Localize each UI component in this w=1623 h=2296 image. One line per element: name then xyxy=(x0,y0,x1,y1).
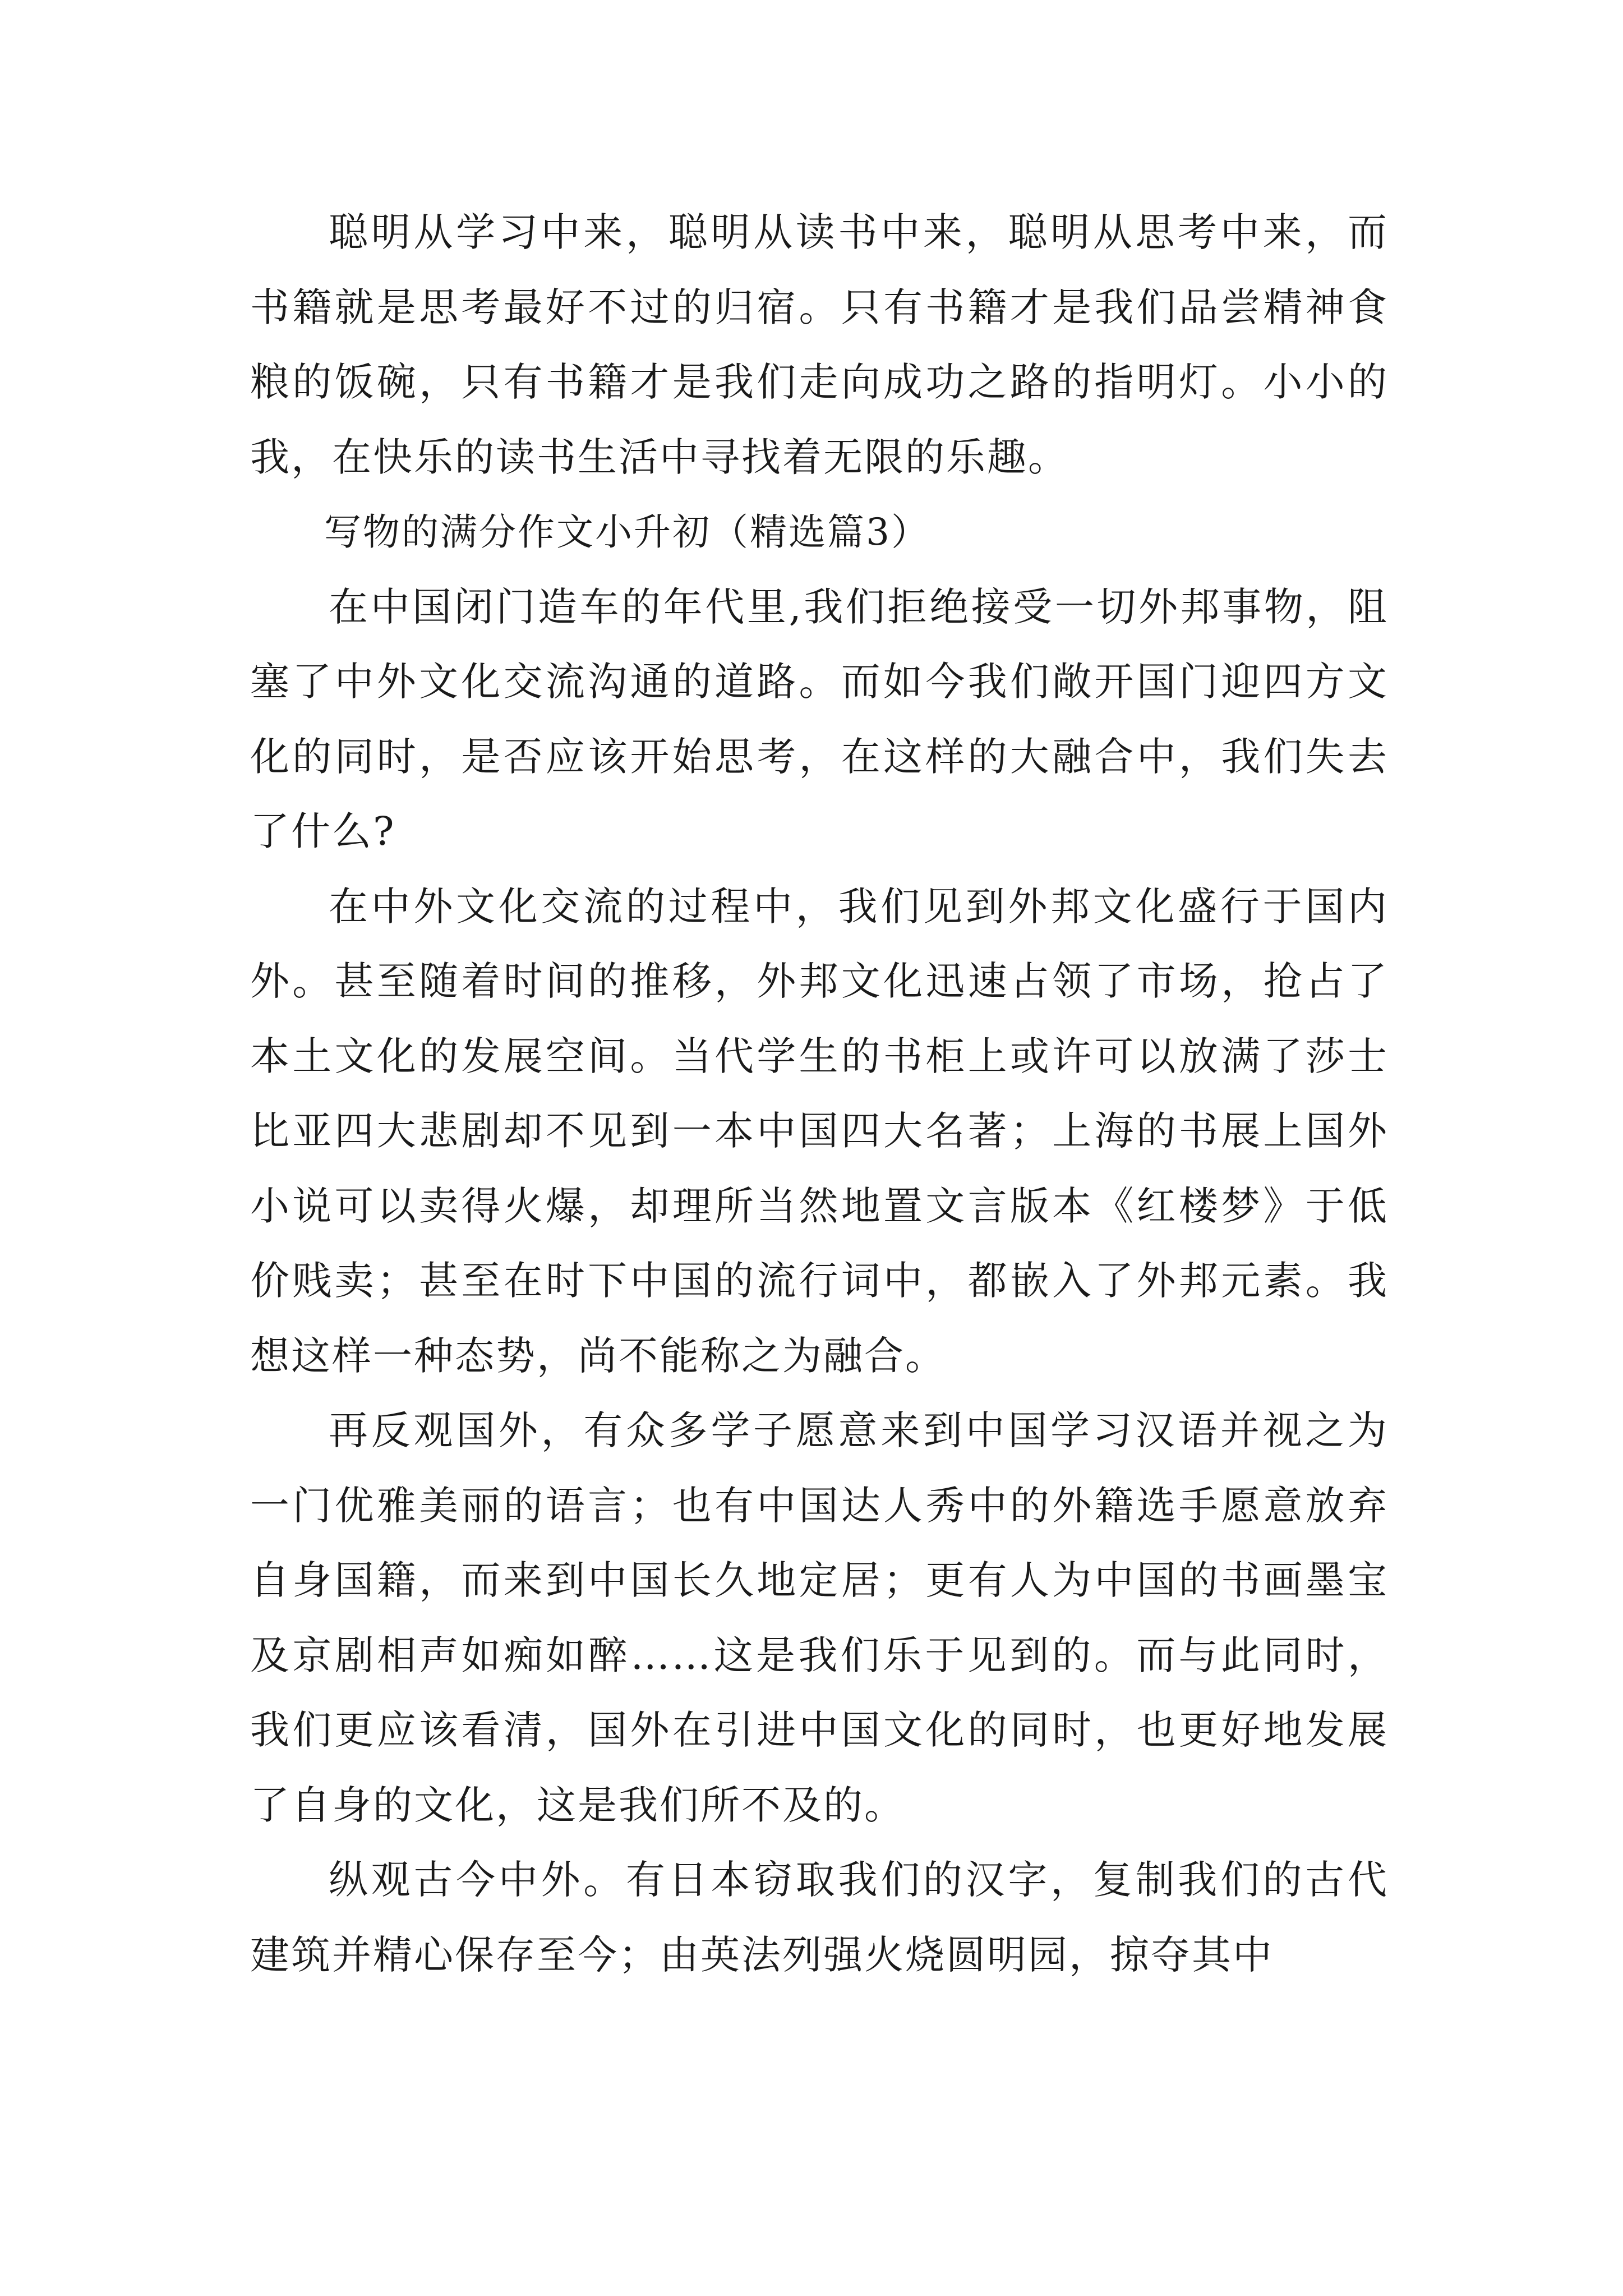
paragraph-1: 聪明从学习中来，聪明从读书中来，聪明从思考中来，而书籍就是思考最好不过的归宿。只有书籍才是我们品尝精神食粮的饭碗，只有书籍才是我们走向成功之路的指明灯。小小的我，在快乐的读书生活中寻找着无限的乐趣。 xyxy=(250,209,1389,480)
paragraph-4: 再反观国外，有众多学子愿意来到中国学习汉语并视之为一门优雅美丽的语言；也有中国达人秀中的外籍选手愿意放弃自身国籍，而来到中国长久地定居；更有人为中国的书画墨宝及京剧相声如痴如醉……这是我们乐于见到的。而与此同时，我们更应该看清，国外在引进中国文化的同时，也更好地发展了自身的文化，这是我们所不及的。 xyxy=(250,1407,1389,1828)
document-body xyxy=(250,195,1389,1993)
paragraph-2: 在中国闭门造车的年代里,我们拒绝接受一切外邦事物，阻塞了中外文化交流沟通的道路。而如今我们敞开国门迎四方文化的同时，是否应该开始思考，在这样的大融合中，我们失去了什么? xyxy=(250,583,1389,854)
section-heading: 写物的满分作文小升初（精选篇3） xyxy=(324,510,930,554)
paragraph-5: 纵观古今中外。有日本窃取我们的汉字，复制我们的古代建筑并精心保存至今；由英法列强火烧圆明园，掠夺其中 xyxy=(250,1857,1389,1978)
paragraph-3: 在中外文化交流的过程中，我们见到外邦文化盛行于国内外。甚至随着时间的推移，外邦文化迅速占领了市场，抢占了本土文化的发展空间。当代学生的书柜上或许可以放满了莎士比亚四大悲剧却不见到一本中国四大名著；上海的书展上国外小说可以卖得火爆，却理所当然地置文言版本《红楼梦》于低价贱卖；甚至在时下中国的流行词中，都嵌入了外邦元素。我想这样一种态势，尚不能称之为融合。 xyxy=(250,883,1389,1379)
